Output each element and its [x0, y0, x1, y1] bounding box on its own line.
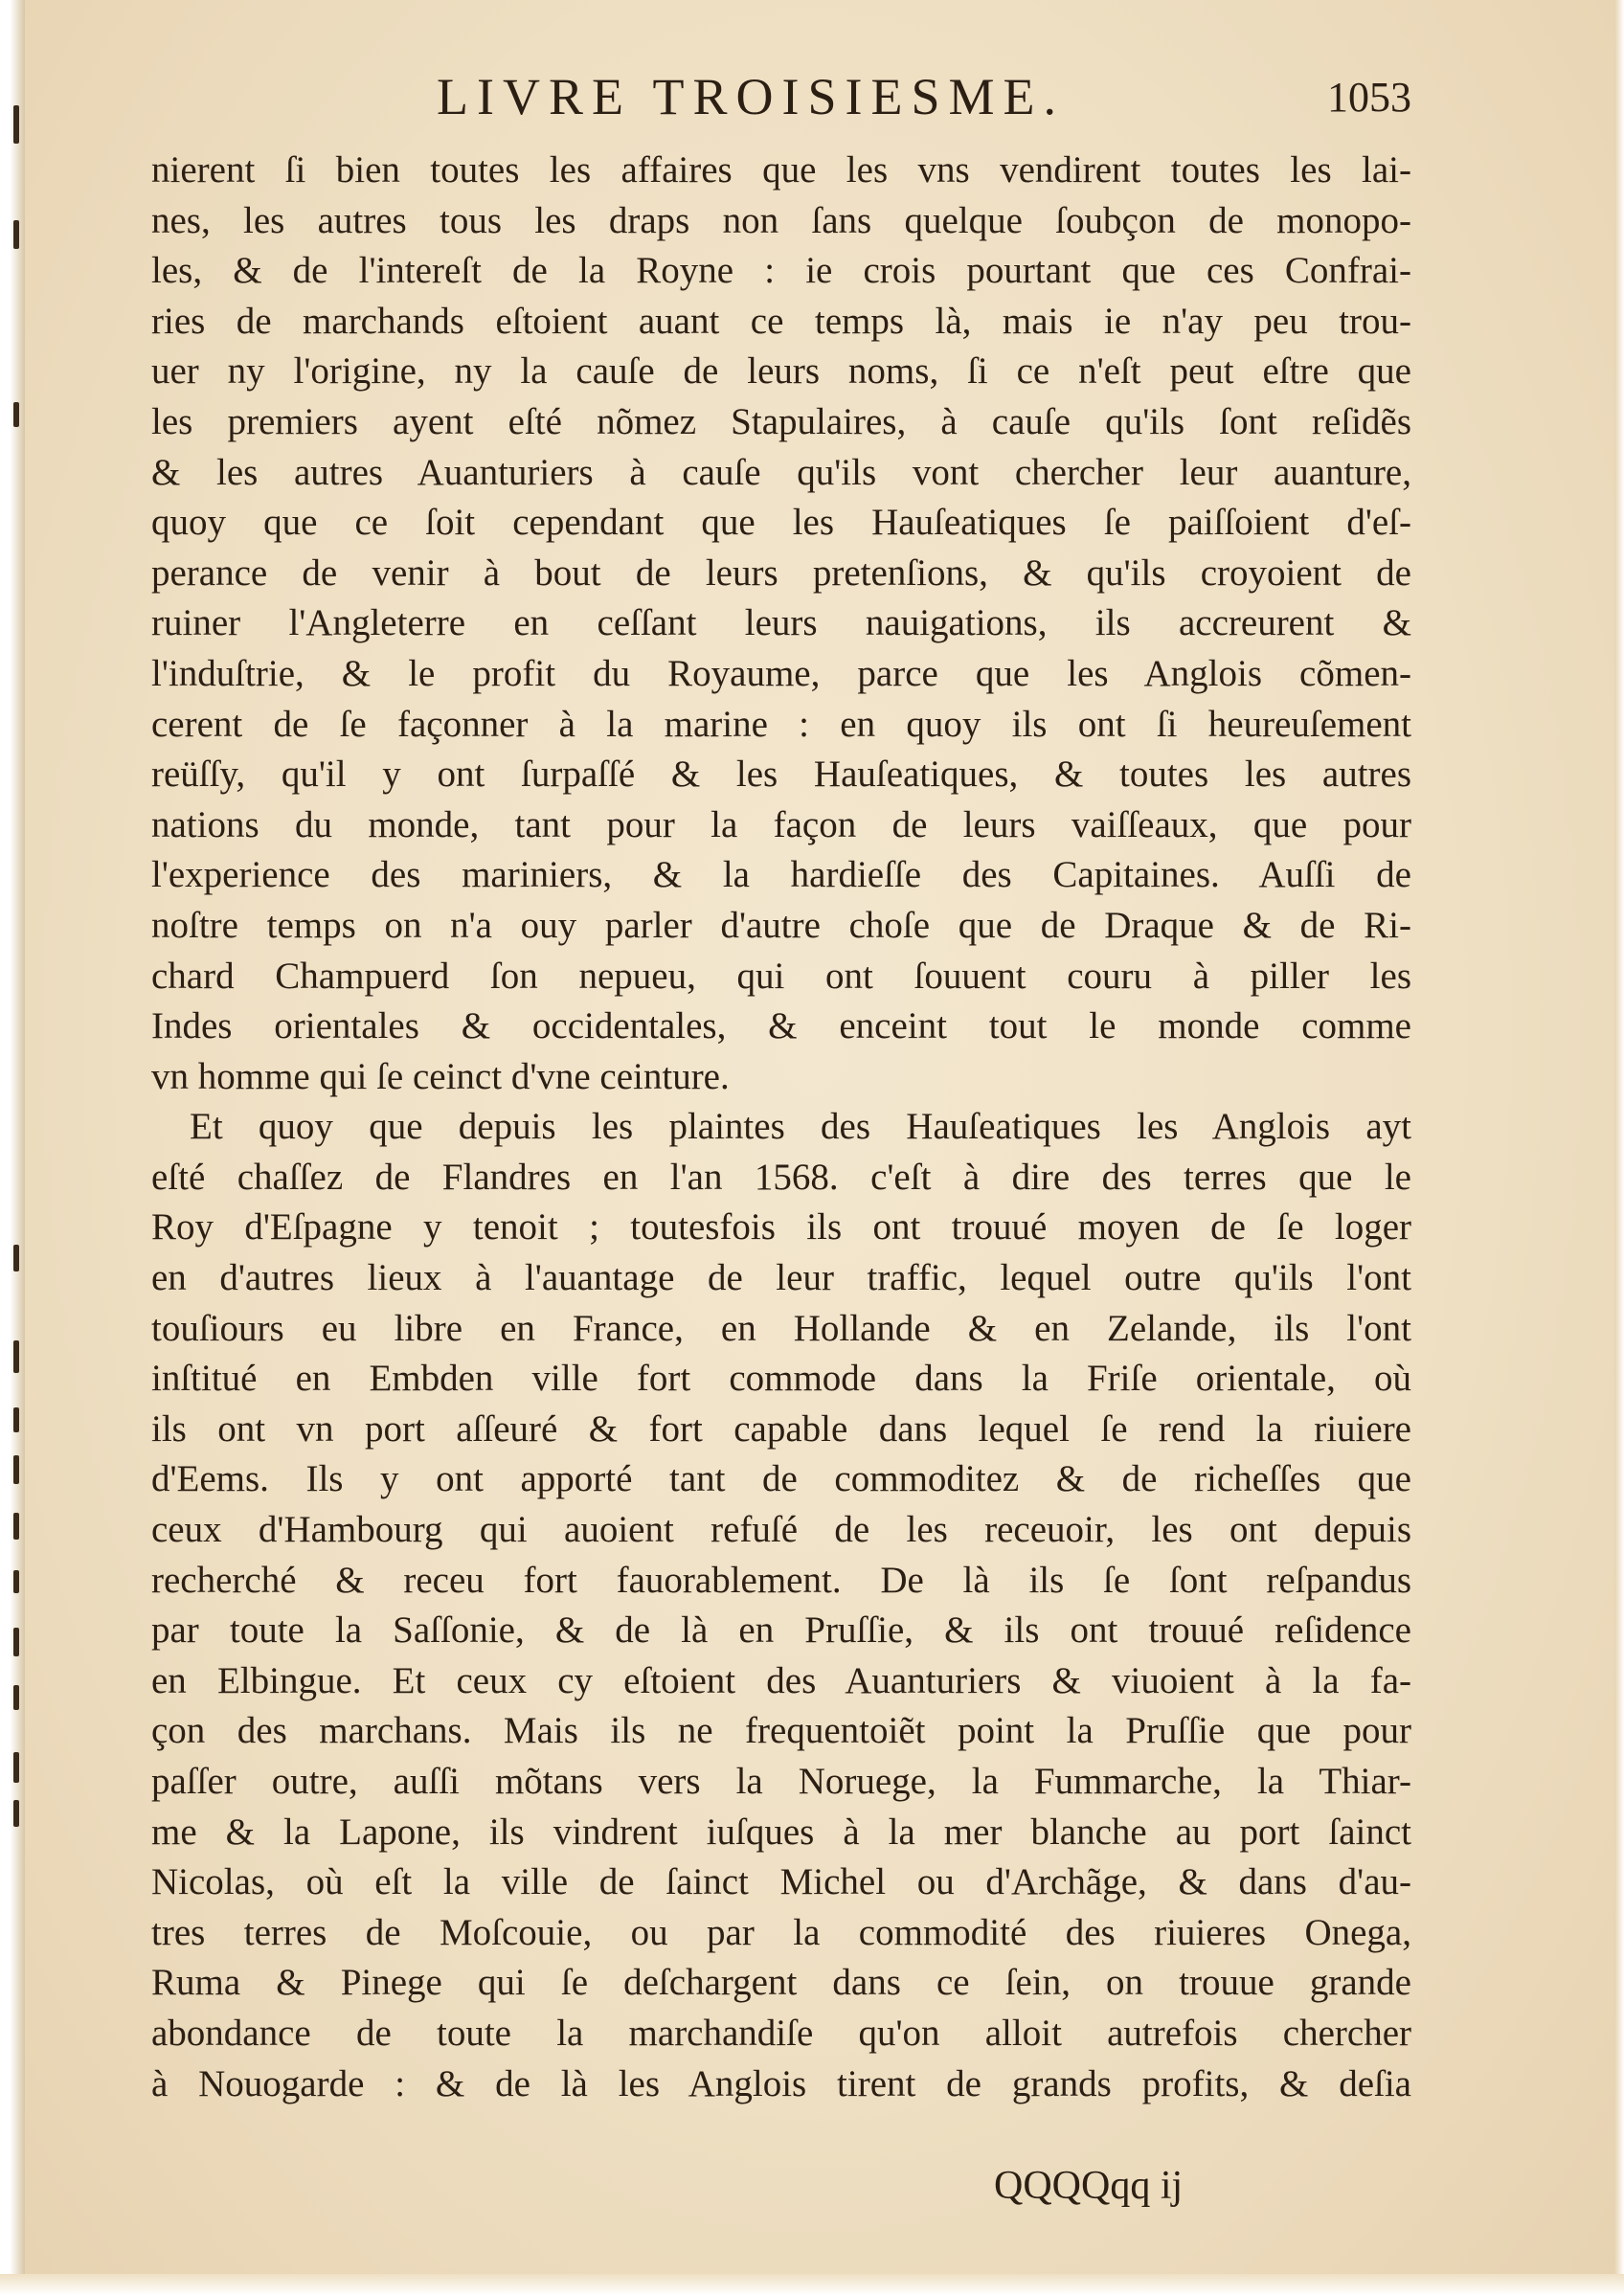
text-line: Indes orientales & occidentales, & enceint tout le monde comme — [151, 1005, 1411, 1047]
text-line: l'induſtrie, & le profit du Royaume, parce que les Anglois cõmen- — [151, 652, 1411, 694]
text-line: Roy d'Eſpagne y tenoit ; toutesfois ils ont trouué moyen de ſe loger — [151, 1206, 1411, 1249]
text-line: nierent ſi bien toutes les affaires que les vns vendirent toutes les lai- — [151, 149, 1411, 191]
text-line: & les autres Auanturiers à cauſe qu'ils vont chercher leur auanture, — [151, 451, 1411, 493]
text-line: abondance de toute la marchandiſe qu'on alloit autrefois chercher — [151, 2012, 1411, 2054]
page-header — [151, 63, 1411, 130]
text-line: eſté chaſſez de Flandres en l'an 1568. c'eſt à dire des terres que le — [151, 1156, 1411, 1198]
text-line: inſtitué en Embden ville fort commode dans la Friſe orientale, où — [151, 1358, 1411, 1400]
margin-mark — [13, 1752, 19, 1783]
page-right-edge — [1614, 0, 1624, 2295]
margin-mark — [13, 220, 19, 249]
text-line: par toute la Saſſonie, & de là en Pruſſie, & ils ont trouué reſidence — [151, 1609, 1411, 1652]
page-number: 1053 — [1327, 74, 1411, 121]
text-line: recherché & receu fort fauorablement. De là ils ſe ſont reſpandus — [151, 1559, 1411, 1601]
book-page — [151, 63, 1411, 2208]
margin-mark — [13, 1628, 19, 1656]
signature-mark: QQQQqq ij — [994, 2164, 1184, 2208]
margin-mark — [13, 402, 19, 427]
margin-mark — [13, 1245, 19, 1271]
text-line: noſtre temps on n'a ouy parler d'autre choſe que de Draque & de Ri- — [151, 904, 1411, 946]
text-line: ries de marchands eſtoient auant ce temps là, mais ie n'ay peu trou- — [151, 300, 1411, 342]
text-line: à Nouogarde : & de là les Anglois tirent de grands profits, & deſia — [151, 2062, 1411, 2104]
text-line: touſiours eu libre en France, en Hollande & en Zelande, ils l'ont — [151, 1307, 1411, 1349]
margin-mark — [13, 1407, 19, 1432]
text-line: les, & de l'intereſt de la Royne : ie crois pourtant que ces Confrai- — [151, 250, 1411, 292]
page-footer — [151, 2163, 1411, 2220]
text-line: uer ny l'origine, ny la cauſe de leurs noms, ſi ce n'eſt peut eſtre que — [151, 350, 1411, 393]
text-line: tres terres de Moſcouie, ou par la commodité des riuieres Onega, — [151, 1911, 1411, 1953]
margin-mark — [13, 1340, 19, 1373]
text-line: quoy que ce ſoit cependant que les Hauſeatiques ſe paiſſoient d'eſ- — [151, 502, 1411, 544]
text-line: vn homme qui ſe ceinct d'vne ceinture. — [151, 1055, 730, 1097]
margin-mark — [13, 1800, 19, 1827]
margin-mark — [13, 1685, 19, 1710]
text-line: me & la Lapone, ils vindrent iuſques à la mer blanche au port ſainct — [151, 1811, 1411, 1853]
text-line: Ruma & Pinege qui ſe deſchargent dans ce ſein, on trouue grande — [151, 1962, 1411, 2004]
text-line: d'Eems. Ils y ont apporté tant de commoditez & de richeſſes que — [151, 1458, 1411, 1500]
page-bottom-edge — [0, 2274, 1624, 2295]
text-line: chard Champuerd ſon nepueu, qui ont ſouuent couru à piller les — [151, 955, 1411, 997]
text-line: ceux d'Hambourg qui auoient refuſé de les receuoir, les ont depuis — [151, 1509, 1411, 1551]
margin-ink-marks — [13, 0, 25, 2295]
text-line: Et quoy que depuis les plaintes des Hauſeatiques les Anglois ayt — [190, 1106, 1411, 1148]
body-text — [151, 146, 1411, 2109]
text-line: reüſſy, qu'il y ont ſurpaſſé & les Hauſeatiques, & toutes les autres — [151, 754, 1411, 796]
text-line: en Elbingue. Et ceux cy eſtoient des Auanturiers & viuoient à la fa- — [151, 1659, 1411, 1701]
text-line: nes, les autres tous les draps non ſans quelque ſoubçon de monopo- — [151, 199, 1411, 241]
running-head: LIVRE TROISIESME. — [437, 68, 1066, 125]
text-line: l'experience des mariniers, & la hardieſſe des Capitaines. Auſſi de — [151, 854, 1411, 896]
text-line: les premiers ayent eſté nõmez Stapulaires, à cauſe qu'ils ſont reſidẽs — [151, 400, 1411, 442]
text-line: en d'autres lieux à l'auantage de leur traffic, lequel outre qu'ils l'ont — [151, 1257, 1411, 1299]
text-line: Nicolas, où eſt la ville de ſainct Michel ou d'Archãge, & dans d'au- — [151, 1861, 1411, 1903]
text-line: ruiner l'Angleterre en ceſſant leurs nauigations, ils accreurent & — [151, 602, 1411, 644]
margin-mark — [13, 1570, 19, 1593]
margin-mark — [13, 1513, 19, 1540]
text-line: perance de venir à bout de leurs pretenſions, & qu'ils croyoient de — [151, 551, 1411, 594]
margin-mark — [13, 105, 19, 144]
text-line: çon des marchans. Mais ils ne frequentoiẽt point la Pruſſie que pour — [151, 1710, 1411, 1752]
text-line: ils ont vn port aſſeuré & fort capable dans lequel ſe rend la riuiere — [151, 1407, 1411, 1450]
text-line: paſſer outre, auſſi mõtans vers la Noruege, la Fummarche, la Thiar- — [151, 1761, 1411, 1802]
text-line: nations du monde, tant pour la façon de leurs vaiſſeaux, que pour — [151, 803, 1411, 845]
margin-mark — [13, 1455, 19, 1484]
text-line: cerent de ſe façonner à la marine : en quoy ils ont ſi heureuſement — [151, 703, 1411, 745]
